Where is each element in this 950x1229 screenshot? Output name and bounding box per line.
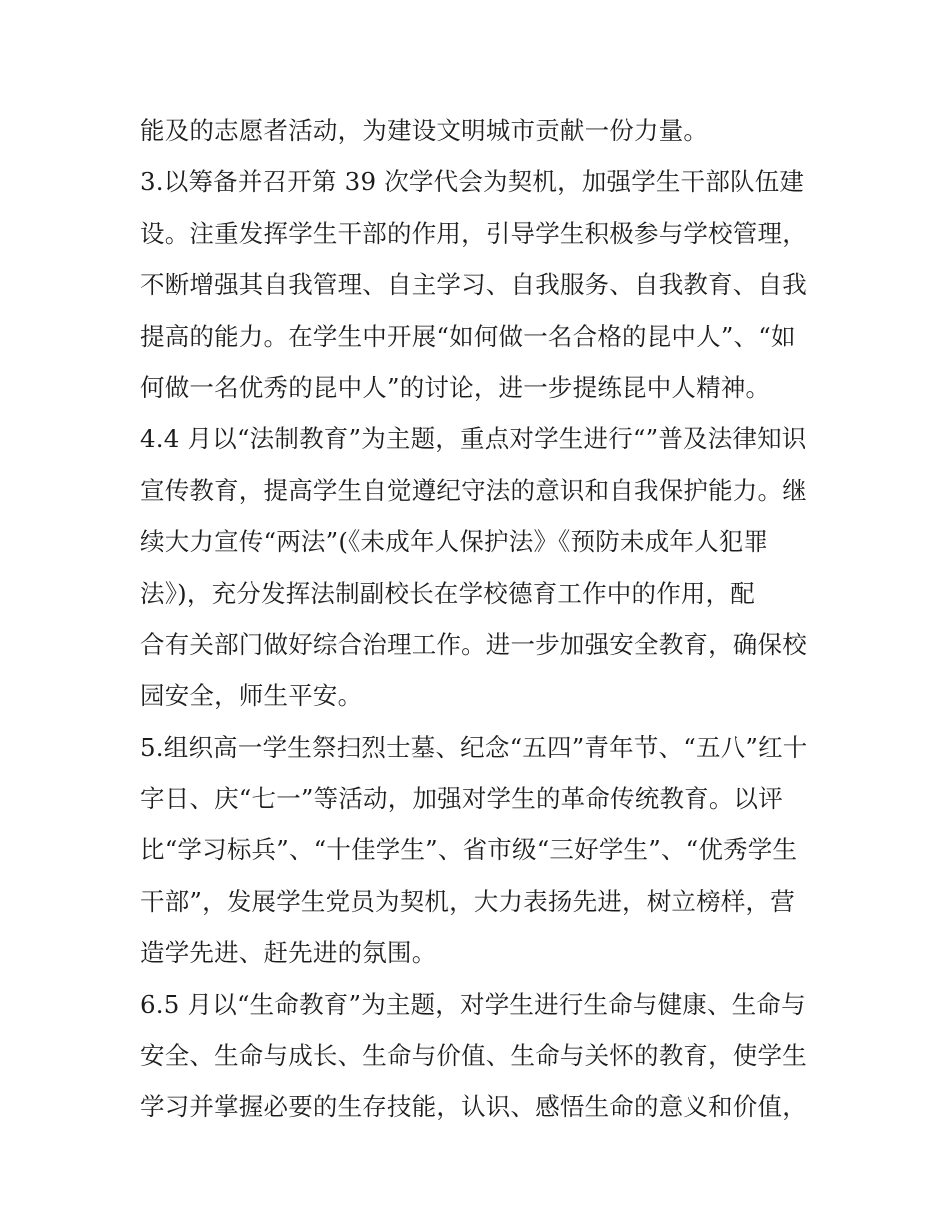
text-line: 不断增强其自我管理、自主学习、自我服务、自我教育、自我 — [140, 270, 807, 300]
text-line: 何做一名优秀的昆中人”的讨论，进一步提练昆中人精神。 — [140, 372, 771, 402]
text-line: 提高的能力。在学生中开展“如何做一名合格的昆中人”、“如 — [140, 321, 796, 351]
text-line: 法》)，充分发挥法制副校长在学校德育工作中的作用，配 — [140, 578, 756, 608]
text-line: 3.以筹备并召开第 39 次学代会为契机，加强学生干部队伍建 — [140, 167, 805, 197]
text-line: 字日、庆“七一”等活动，加强对学生的革命传统教育。以评 — [140, 784, 783, 814]
text-line: 设。注重发挥学生干部的作用，引导学生积极参与学校管理， — [140, 218, 807, 248]
text-line: 合有关部门做好综合治理工作。进一步加强安全教育，确保校 — [140, 629, 807, 659]
text-line: 5.组织高一学生祭扫烈士墓、纪念“五四”青年节、“五八”红十 — [140, 732, 808, 762]
text-line: 安全、生命与成长、生命与价值、生命与关怀的教育，使学生 — [140, 1041, 807, 1071]
text-line: 造学先进、赶先进的氛围。 — [140, 938, 437, 968]
text-line: 续大力宣传“两法”(《未成年人保护法》《预防未成年人犯罪 — [140, 527, 769, 557]
text-line: 4.4 月以“法制教育”为主题，重点对学生进行“”普及法律知识 — [140, 424, 807, 454]
text-line: 比“学习标兵”、“十佳学生”、省市级“三好学生”、“优秀学生 — [140, 835, 798, 865]
text-line: 宣传教育，提高学生自觉遵纪守法的意识和自我保护能力。继 — [140, 475, 807, 505]
text-line: 6.5 月以“生命教育”为主题，对学生进行生命与健康、生命与 — [140, 989, 806, 1019]
text-line: 能及的志愿者活动，为建设文明城市贡献一份力量。 — [140, 116, 709, 145]
text-line: 干部”，发展学生党员为契机，大力表扬先进，树立榜样，营 — [140, 886, 795, 916]
text-line: 学习并掌握必要的生存技能，认识、感悟生命的意义和价值， — [140, 1092, 807, 1122]
text-line: 园安全，师生平安。 — [140, 681, 363, 711]
document-body — [140, 105, 820, 1133]
